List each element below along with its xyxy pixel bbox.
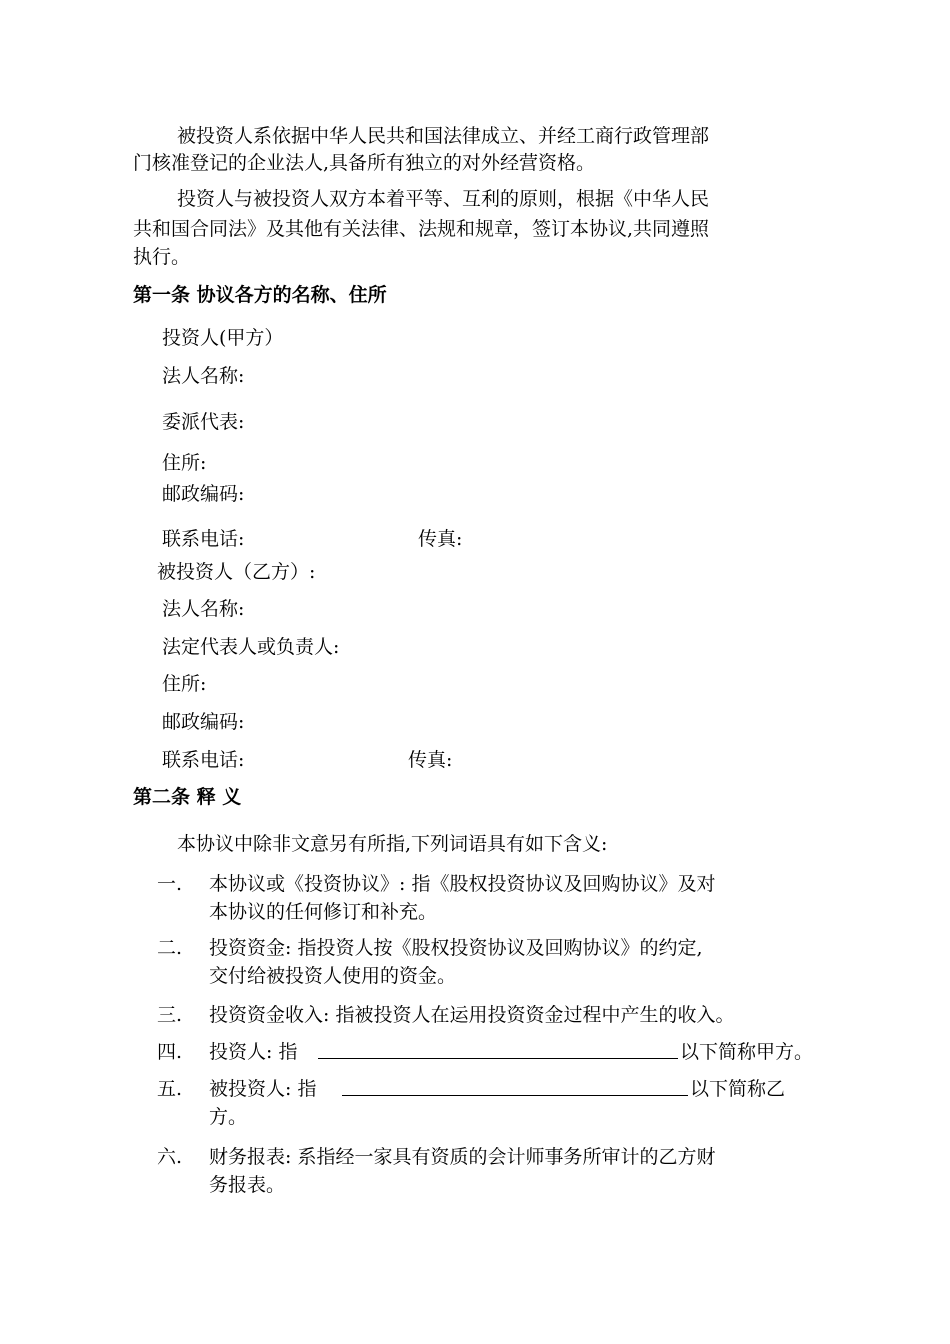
investee-representative: 法定代表人或负责人: — [162, 636, 340, 658]
item-number: 六. — [157, 1146, 183, 1168]
investor-postcode: 邮政编码: — [162, 483, 245, 505]
item-text-line1a: 被投资人: 指 — [209, 1078, 317, 1100]
item-text-line1: 投资资金: 指投资人按《股权投资协议及回购协议》的约定, — [209, 937, 703, 959]
item-text-line1b: 以下简称甲方。 — [680, 1041, 814, 1063]
article2-intro: 本协议中除非文意另有所指,下列词语具有如下含义: — [177, 833, 608, 855]
investor-representative: 委派代表: — [162, 411, 245, 433]
investor-legal-name: 法人名称: — [162, 365, 245, 387]
investor-phone: 联系电话: — [162, 528, 245, 550]
item-text-line2: 本协议的任何修订和补充。 — [209, 901, 438, 923]
investee-postcode: 邮政编码: — [162, 711, 245, 733]
item-text-line1b: 以下简称乙 — [690, 1078, 786, 1100]
item-number: 三. — [157, 1004, 183, 1026]
investor-fax: 传真: — [418, 528, 463, 550]
blank-underline — [342, 1077, 688, 1102]
investor-address: 住所: — [162, 452, 207, 474]
item-text-line2: 务报表。 — [209, 1174, 286, 1196]
article1-title: 第一条 协议各方的名称、住所 — [133, 284, 387, 306]
intro-p2-line1: 投资人与被投资人双方本着平等、互利的原则，根据《中华人民 — [177, 188, 710, 210]
intro-p2-line3: 执行。 — [133, 246, 191, 268]
intro-p1-line2: 门核准登记的企业法人,具备所有独立的对外经营资格。 — [133, 152, 596, 174]
investee-header: 被投资人（乙方）: — [157, 561, 316, 583]
item-text-line2: 交付给被投资人使用的资金。 — [209, 965, 457, 987]
item-number: 一. — [157, 873, 183, 895]
item-text-line1a: 投资人: 指 — [209, 1041, 298, 1063]
item-number: 五. — [157, 1078, 183, 1100]
intro-p1-line1: 被投资人系依据中华人民共和国法律成立、并经工商行政管理部 — [177, 125, 710, 147]
investee-phone: 联系电话: — [162, 749, 245, 771]
investee-fax: 传真: — [408, 749, 453, 771]
item-number: 二. — [157, 937, 183, 959]
investee-legal-name: 法人名称: — [162, 598, 245, 620]
item-text-line2: 方。 — [209, 1106, 248, 1128]
blank-underline — [318, 1040, 678, 1065]
item-text-line1: 财务报表: 系指经一家具有资质的会计师事务所审计的乙方财 — [209, 1146, 716, 1168]
item-number: 四. — [157, 1041, 183, 1063]
item-text-line1: 投资资金收入: 指被投资人在运用投资资金过程中产生的收入。 — [209, 1004, 735, 1026]
intro-p2-line2: 共和国合同法》及其他有关法律、法规和规章，签订本协议,共同遵照 — [133, 218, 710, 240]
investor-header: 投资人(甲方） — [162, 327, 284, 349]
item-text-line1: 本协议或《投资协议》: 指《股权投资协议及回购协议》及对 — [209, 873, 716, 895]
article2-title: 第二条 释 义 — [133, 786, 242, 808]
investee-address: 住所: — [162, 673, 207, 695]
